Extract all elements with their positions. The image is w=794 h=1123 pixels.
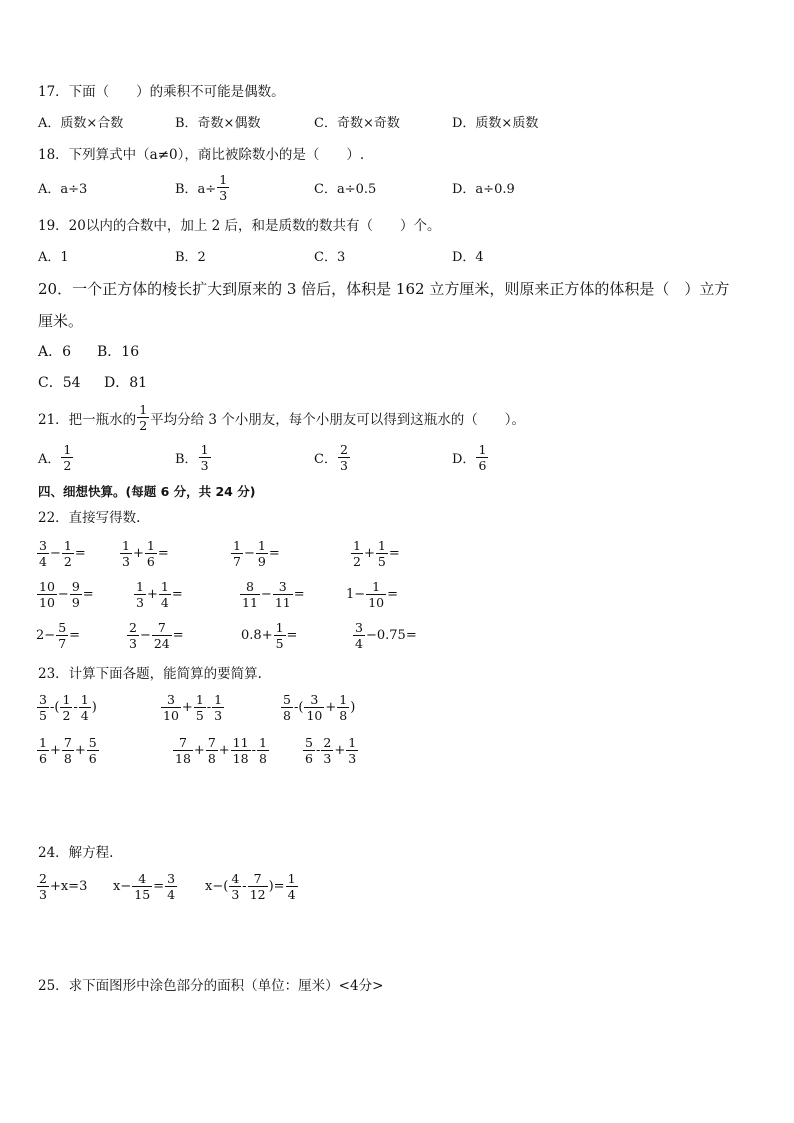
equals-sign: = <box>157 546 169 561</box>
denominator: 3 <box>323 751 332 766</box>
numerator: 1 <box>339 692 348 707</box>
numerator: 1 <box>63 538 72 553</box>
numerator: 7 <box>207 735 216 750</box>
numerator: 11 <box>232 735 249 750</box>
equals-sign: = <box>171 587 183 602</box>
q18-option-a: A．a÷3 <box>38 182 88 197</box>
q20-option-d: D．81 <box>104 375 148 391</box>
q23-item <box>280 692 355 723</box>
fraction <box>152 620 172 651</box>
minus-sign: - <box>315 743 321 758</box>
q22-item <box>36 579 94 610</box>
minus-sign: - <box>242 879 247 894</box>
q21-stem-prefix: 21．把一瓶水的 <box>38 411 137 428</box>
numerator: 1 <box>136 579 144 594</box>
fraction <box>206 735 218 766</box>
q19-option-a: A．1 <box>38 250 69 265</box>
q20-stem-line2: 厘米。 <box>38 312 84 330</box>
fraction <box>161 692 181 723</box>
numerator: 1 <box>80 692 89 707</box>
denominator: 4 <box>39 554 47 569</box>
q21-option-b <box>175 442 212 473</box>
denominator: 7 <box>58 636 67 651</box>
q22-item <box>126 620 184 651</box>
fraction <box>338 442 350 473</box>
numerator: 1 <box>62 692 71 707</box>
minus-sign: − <box>120 879 132 894</box>
equals-sign: = <box>293 587 305 602</box>
fraction <box>476 442 488 473</box>
numerator: 1 <box>258 735 267 750</box>
denominator: 8 <box>283 708 291 723</box>
denominator: 3 <box>214 708 223 723</box>
fraction <box>281 692 293 723</box>
denominator: 12 <box>249 887 266 902</box>
equals-sign: = <box>74 546 86 561</box>
numerator: 2 <box>129 620 137 635</box>
q21-stem <box>38 402 525 433</box>
numerator: 3 <box>273 579 293 595</box>
minus-sign: − <box>49 546 61 561</box>
minus-sign: − <box>212 879 224 894</box>
denominator: 6 <box>146 554 155 569</box>
q22-item <box>346 579 398 610</box>
denominator: 4 <box>287 887 296 902</box>
numerator: 1 <box>348 735 357 750</box>
denominator: 3 <box>348 751 357 766</box>
plus-sign: + <box>261 628 273 643</box>
fraction <box>229 871 241 902</box>
fraction <box>194 692 206 723</box>
q17-option-c: C．奇数×奇数 <box>314 116 400 131</box>
denominator: 4 <box>80 708 89 723</box>
fraction <box>37 692 49 723</box>
q23-item <box>302 735 359 766</box>
numerator: 8 <box>240 579 260 595</box>
fraction <box>79 692 91 723</box>
fraction <box>376 538 388 569</box>
numerator: 5 <box>283 692 291 707</box>
denominator: 3 <box>231 887 240 902</box>
fraction <box>337 692 349 723</box>
denominator: 3 <box>39 887 47 902</box>
denominator: 24 <box>153 636 170 651</box>
denominator: 9 <box>257 554 266 569</box>
variable-x: x <box>205 879 213 894</box>
plus-sign: + <box>325 700 337 715</box>
q22-item <box>36 538 86 569</box>
denominator: 2 <box>139 418 148 433</box>
decimal-number: 0.75 <box>376 628 406 643</box>
q22-item <box>36 620 80 651</box>
numerator: 7 <box>173 735 193 751</box>
fraction <box>70 579 82 610</box>
minus-sign: − <box>57 587 69 602</box>
denominator: 6 <box>88 751 97 766</box>
numerator: 1 <box>219 172 228 187</box>
numerator: 1 <box>233 538 241 553</box>
plus-sign: + <box>132 546 144 561</box>
equals-sign: = <box>273 879 285 894</box>
denominator: 3 <box>122 554 130 569</box>
plus-sign: + <box>334 743 346 758</box>
denominator: 18 <box>175 751 191 766</box>
fraction <box>199 442 211 473</box>
numerator: 2 <box>323 735 332 750</box>
q19-stem: 19．20以内的合数中，加上 2 后，和是质数的数共有（ ）个。 <box>38 218 441 234</box>
denominator: 10 <box>368 595 385 610</box>
denominator: 5 <box>39 708 47 723</box>
fraction <box>248 871 268 902</box>
denominator: 11 <box>274 595 291 610</box>
q17-option-d: D．质数×质数 <box>452 116 539 131</box>
denominator: 11 <box>242 595 258 610</box>
fraction <box>62 538 74 569</box>
q23-item <box>36 735 100 766</box>
fraction <box>137 402 149 433</box>
denominator: 10 <box>163 708 179 723</box>
minus-sign: − <box>365 628 377 643</box>
denominator: 8 <box>63 751 72 766</box>
fraction <box>173 735 193 766</box>
minus-sign: - <box>206 700 212 715</box>
equals-sign: = <box>69 628 81 643</box>
q22-item <box>241 620 297 651</box>
fraction <box>132 871 152 902</box>
q19-option-c: C．3 <box>314 250 346 265</box>
fraction <box>61 442 73 473</box>
numerator: 5 <box>58 620 67 635</box>
minus-sign: − <box>260 587 272 602</box>
q25-stem: 25．求下面图形中涂色部分的面积（单位：厘米）<4分> <box>38 978 384 994</box>
option-label: C． <box>314 452 337 467</box>
denominator: 10 <box>306 708 323 723</box>
fraction <box>37 871 49 902</box>
q22-stem: 22．直接写得数. <box>38 510 141 526</box>
right-paren: ) <box>268 879 274 894</box>
denominator: 3 <box>200 458 209 473</box>
plus-sign: + <box>181 700 193 715</box>
numerator: 1 <box>200 442 209 457</box>
q22-item <box>352 620 417 651</box>
denominator: 8 <box>207 751 216 766</box>
numerator: 1 <box>377 538 386 553</box>
denominator: 3 <box>219 188 228 203</box>
option-label: A． <box>38 452 61 467</box>
numerator: 5 <box>88 735 97 750</box>
q22-item <box>350 538 400 569</box>
denominator: 2 <box>63 554 72 569</box>
q23-item <box>36 692 97 723</box>
plus-sign: + <box>218 743 230 758</box>
numerator: 1 <box>353 538 361 553</box>
q24-stem: 24．解方程. <box>38 845 114 861</box>
numerator: 9 <box>71 579 80 594</box>
numerator: 4 <box>231 871 240 886</box>
denominator: 18 <box>232 751 249 766</box>
numerator: 1 <box>366 579 386 595</box>
equals-sign: = <box>286 628 298 643</box>
numerator: 1 <box>122 538 130 553</box>
numerator: 1 <box>257 538 266 553</box>
fraction <box>159 579 171 610</box>
fraction <box>303 735 315 766</box>
numerator: 3 <box>304 692 324 708</box>
numerator: 1 <box>160 579 169 594</box>
fraction <box>60 692 72 723</box>
q23-item <box>160 692 225 723</box>
q21-stem-suffix: 平均分给 3 个小朋友，每个小朋友可以得到这瓶水的（ ）。 <box>150 411 526 428</box>
left-paren: ( <box>223 879 229 894</box>
equals-sign: = <box>82 587 94 602</box>
numerator: 5 <box>305 735 313 750</box>
q18-stem: 18．下列算式中（a≠0），商比被除数小的是（ ）. <box>38 147 365 163</box>
denominator: 2 <box>62 708 71 723</box>
fraction <box>37 538 49 569</box>
q18-option-b-prefix: B．a÷ <box>175 182 217 197</box>
numerator: 1 <box>478 442 487 457</box>
variable-x: x <box>113 879 121 894</box>
fraction <box>212 692 224 723</box>
equals-sign: = <box>405 628 417 643</box>
q20-option-b: B．16 <box>97 344 140 360</box>
q19-option-d: D．4 <box>452 250 484 265</box>
q22-item <box>230 538 280 569</box>
q18-option-b <box>175 172 230 203</box>
whole-number: 1 <box>346 587 355 602</box>
fraction <box>127 620 139 651</box>
q21-option-c <box>314 442 351 473</box>
denominator: 6 <box>478 458 487 473</box>
plus-sign: + <box>363 546 375 561</box>
fraction <box>273 579 293 610</box>
numerator: 1 <box>275 620 284 635</box>
denominator: 6 <box>39 751 47 766</box>
q21-option-a <box>38 442 74 473</box>
q22-item <box>133 579 183 610</box>
fraction <box>304 692 324 723</box>
q19-option-b: B．2 <box>175 250 206 265</box>
fraction <box>257 735 269 766</box>
numerator: 2 <box>39 871 47 886</box>
denominator: 5 <box>195 708 204 723</box>
denominator: 3 <box>129 636 137 651</box>
q23-item <box>172 735 270 766</box>
fraction <box>256 538 268 569</box>
fraction <box>351 538 363 569</box>
denominator: 10 <box>39 595 55 610</box>
fraction <box>286 871 298 902</box>
numerator: 10 <box>39 579 55 594</box>
minus-sign: - <box>49 700 55 715</box>
left-paren: ( <box>298 700 304 715</box>
fraction <box>87 735 99 766</box>
denominator: 7 <box>233 554 241 569</box>
plus-sign: + <box>74 743 86 758</box>
denominator: 4 <box>167 887 176 902</box>
option-label: D． <box>452 452 476 467</box>
numerator: 3 <box>39 538 47 553</box>
fraction <box>62 735 74 766</box>
q24-equation-2 <box>113 871 178 902</box>
plus-sign: + <box>146 587 158 602</box>
fraction <box>366 579 386 610</box>
numerator: 3 <box>167 871 176 886</box>
fraction <box>145 538 157 569</box>
q20-option-c: C．54 <box>38 375 81 391</box>
q17-stem: 17．下面（ ）的乘积不可能是偶数。 <box>38 84 285 100</box>
denominator: 4 <box>160 595 169 610</box>
fraction <box>231 735 251 766</box>
numerator: 7 <box>152 620 172 636</box>
decimal-number: 0.8 <box>241 628 262 643</box>
denominator: 5 <box>377 554 386 569</box>
fraction <box>165 871 177 902</box>
numerator: 1 <box>195 692 204 707</box>
q24-equation-3 <box>205 871 299 902</box>
denominator: 2 <box>63 458 72 473</box>
minus-sign: − <box>44 628 56 643</box>
equals-sign: = <box>268 546 280 561</box>
minus-sign: - <box>293 700 299 715</box>
denominator: 8 <box>339 708 348 723</box>
fraction <box>353 620 365 651</box>
minus-sign: − <box>139 628 151 643</box>
q20-stem-line1: 20．一个正方体的棱长扩大到原来的 3 倍后，体积是 162 立方厘米，则原来正方体的体积是（ ）立方 <box>38 280 730 298</box>
fraction <box>321 735 333 766</box>
denominator: 8 <box>258 751 267 766</box>
denominator: 5 <box>275 636 284 651</box>
fraction <box>37 579 57 610</box>
option-label: B． <box>175 452 198 467</box>
fraction <box>120 538 132 569</box>
numerator: 3 <box>355 620 363 635</box>
equation-tail: +x=3 <box>49 879 88 894</box>
equals-sign: = <box>388 546 400 561</box>
minus-sign: - <box>73 700 78 715</box>
minus-sign: − <box>243 546 255 561</box>
denominator: 2 <box>353 554 361 569</box>
numerator: 1 <box>287 871 296 886</box>
fraction <box>346 735 358 766</box>
numerator: 4 <box>132 871 152 887</box>
section-4-title: 四、细想快算。(每题 6 分，共 24 分) <box>38 484 256 499</box>
denominator: 3 <box>339 458 348 473</box>
plus-sign: + <box>193 743 205 758</box>
numerator: 1 <box>63 442 72 457</box>
numerator: 2 <box>339 442 348 457</box>
numerator: 3 <box>39 692 47 707</box>
whole-number: 2 <box>36 628 45 643</box>
fraction <box>274 620 286 651</box>
denominator: 4 <box>355 636 363 651</box>
right-paren: ) <box>91 700 97 715</box>
denominator: 15 <box>134 887 151 902</box>
numerator: 7 <box>63 735 72 750</box>
minus-sign: − <box>354 587 366 602</box>
equals-sign: = <box>172 628 184 643</box>
q20-option-a: A．6 <box>38 344 72 360</box>
fraction <box>134 579 146 610</box>
q18-option-c: C．a÷0.5 <box>314 182 377 197</box>
q17-option-a: A．质数×合数 <box>38 116 124 131</box>
numerator: 7 <box>248 871 268 887</box>
denominator: 3 <box>136 595 144 610</box>
fraction <box>37 735 49 766</box>
denominator: 6 <box>305 751 313 766</box>
q24-equation-1 <box>36 871 87 902</box>
denominator: 9 <box>71 595 80 610</box>
q22-item <box>239 579 305 610</box>
equals-sign: = <box>153 879 165 894</box>
numerator: 1 <box>39 735 47 750</box>
numerator: 1 <box>146 538 155 553</box>
q22-item <box>119 538 169 569</box>
minus-sign: - <box>251 743 256 758</box>
plus-sign: + <box>49 743 61 758</box>
left-paren: ( <box>54 700 60 715</box>
fraction <box>56 620 68 651</box>
numerator: 1 <box>214 692 223 707</box>
fraction <box>217 172 229 203</box>
q18-option-d: D．a÷0.9 <box>452 182 515 197</box>
fraction <box>231 538 243 569</box>
right-paren: ) <box>350 700 356 715</box>
q23-stem: 23．计算下面各题，能简算的要简算. <box>38 666 262 682</box>
equals-sign: = <box>387 587 398 602</box>
numerator: 3 <box>161 692 181 708</box>
numerator: 1 <box>139 402 148 417</box>
q21-option-d <box>452 442 489 473</box>
q17-option-b: B．奇数×偶数 <box>175 116 261 131</box>
fraction <box>240 579 260 610</box>
